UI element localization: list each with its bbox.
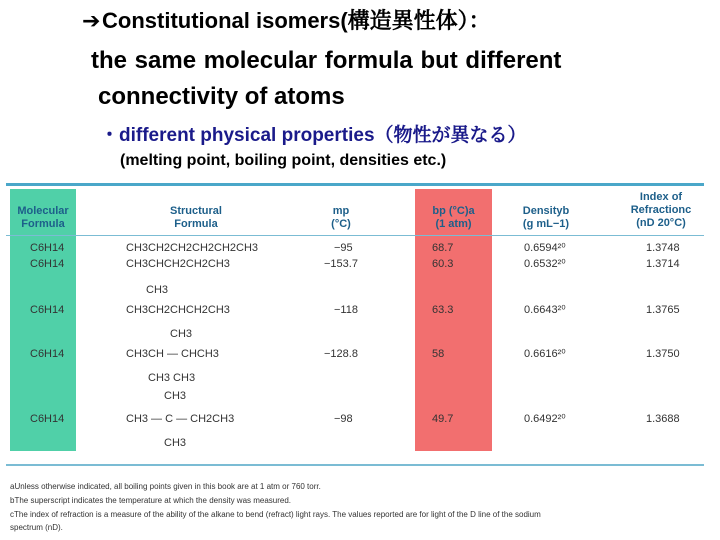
bullet-subtext: (melting point, boiling point, densities etc.) <box>120 152 447 169</box>
header-density <box>511 205 581 231</box>
row4-branches: CH3 CH3 <box>148 372 196 384</box>
header-bp <box>415 205 492 231</box>
row2-density: 0.6532²⁰ <box>524 258 566 270</box>
row4-refraction: 1.3750 <box>646 348 680 360</box>
row1-bp: 68.7 <box>432 242 454 254</box>
row4-density: 0.6616²⁰ <box>524 348 566 360</box>
header-formula-line2: Formula <box>21 218 65 230</box>
row5-formula: C6H14 <box>30 413 65 425</box>
header-formula-line1: Molecular <box>17 205 69 217</box>
header-structure <box>146 205 246 231</box>
header-bp-line1: bp (°C)a <box>432 205 475 217</box>
row3-mp: −118 <box>334 304 358 316</box>
row4-mp: −128.8 <box>324 348 358 360</box>
table-top-rule <box>6 183 704 186</box>
slide-title <box>82 4 491 35</box>
table-header-rule <box>6 235 704 236</box>
row3-density: 0.6643²⁰ <box>524 304 566 316</box>
header-mp-line1: mp <box>332 205 350 217</box>
footnote-a: aUnless otherwise indicated, all boiling points given in this book are at 1 atm or 760 torr. <box>10 482 321 491</box>
arrow-icon: ➔ <box>82 9 101 34</box>
row1-formula: C6H14 <box>30 242 65 254</box>
row2-formula: C6H14 <box>30 258 65 270</box>
row3-refraction: 1.3765 <box>646 304 680 316</box>
row4-formula: C6H14 <box>30 348 65 360</box>
row1-density: 0.6594²⁰ <box>524 242 566 254</box>
footnote-c-cont: spectrum (nD). <box>10 523 63 532</box>
bullet-point: ・different physical properties（物性が異なる） <box>100 125 527 146</box>
header-refraction <box>621 191 701 230</box>
row5-density: 0.6492²⁰ <box>524 413 566 425</box>
footnote-b: bThe superscript indicates the temperature at which the density was measured. <box>10 496 292 505</box>
header-formula <box>10 205 76 231</box>
row2-bp: 60.3 <box>432 258 454 270</box>
footnote-c: cThe index of refraction is a measure of the ability of the alkane to bend (refract) light rays. The values reported are for light of the D line of the sodium <box>10 510 541 519</box>
row3-structure: CH3CH2CHCH2CH3 <box>126 304 230 316</box>
title-japanese: (構造異性体）： <box>340 8 491 33</box>
header-refraction-line3: (nD 20°C) <box>636 217 686 229</box>
header-mp-line2: (°C) <box>331 218 351 230</box>
row5-refraction: 1.3688 <box>646 413 680 425</box>
definition-line-1: the same molecular formula but different <box>91 47 562 74</box>
row2-branch: CH3 <box>146 284 169 296</box>
header-structure-line1: Structural <box>170 205 222 217</box>
row5-bottom-methyl: CH3 <box>164 437 187 449</box>
row3-bp: 63.3 <box>432 304 454 316</box>
row1-structure: CH3CH2CH2CH2CH2CH3 <box>126 242 259 254</box>
row1-mp: −95 <box>334 242 353 254</box>
table-bottom-rule <box>6 464 704 466</box>
row5-top-methyl: CH3 <box>164 390 187 402</box>
header-mp <box>316 205 366 231</box>
row2-structure: CH3CHCH2CH2CH3 <box>126 258 230 270</box>
row4-structure: CH3CH — CHCH3 <box>126 348 219 360</box>
row2-refraction: 1.3714 <box>646 258 680 270</box>
row2-mp: −153.7 <box>324 258 358 270</box>
header-density-line2: (g mL−1) <box>522 218 570 230</box>
header-bp-line2: (1 atm) <box>435 218 472 230</box>
row5-structure: CH3 — C — CH2CH3 <box>126 413 235 425</box>
header-refraction-line1: Index of <box>639 191 683 203</box>
row3-branch: CH3 <box>170 328 193 340</box>
row5-mp: −98 <box>334 413 353 425</box>
header-density-line1: Densityb <box>522 205 570 217</box>
row4-bp: 58 <box>432 348 445 360</box>
row3-formula: C6H14 <box>30 304 65 316</box>
row1-refraction: 1.3748 <box>646 242 680 254</box>
header-refraction-line2: Refractionc <box>630 204 692 216</box>
title-text: Constitutional isomers <box>102 8 341 33</box>
header-structure-line2: Formula <box>174 218 218 230</box>
row5-bp: 49.7 <box>432 413 454 425</box>
definition-line-2: connectivity of atoms <box>98 83 345 110</box>
isomer-table <box>6 183 704 466</box>
